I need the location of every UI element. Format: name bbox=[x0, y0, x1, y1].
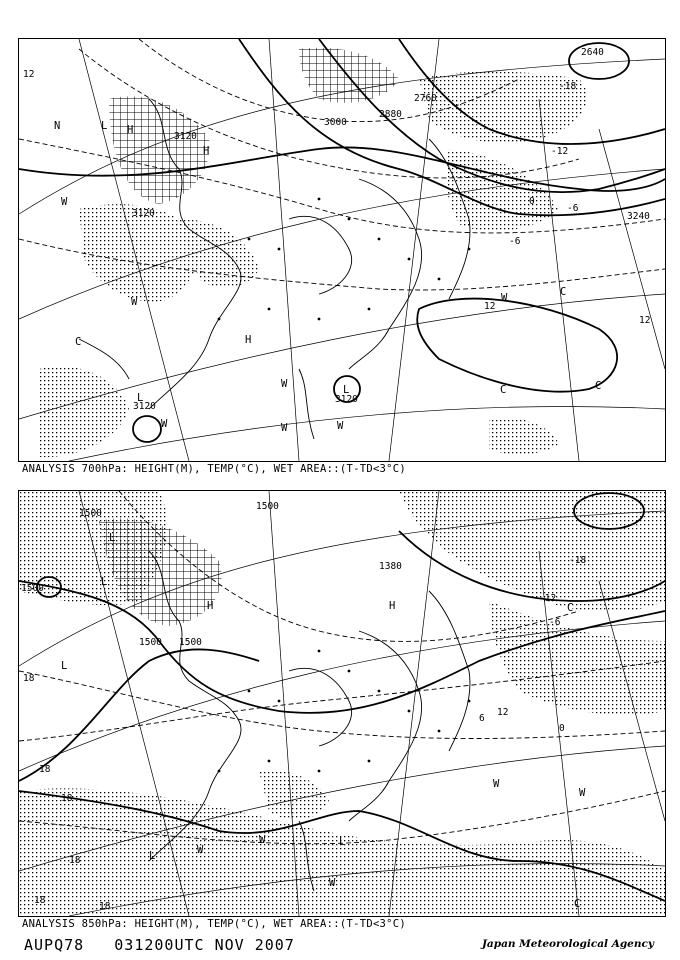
system-marker: W bbox=[501, 292, 508, 304]
chart-datetime: 031200UTC NOV 2007 bbox=[114, 936, 295, 954]
cold-hatch-850 bbox=[99, 518, 222, 626]
system-marker: L bbox=[343, 384, 350, 396]
temp-label: 12 bbox=[497, 707, 509, 718]
system-marker: H bbox=[245, 334, 252, 346]
system-marker: C bbox=[595, 380, 602, 392]
temp-label: 12 bbox=[23, 69, 35, 80]
system-marker: L bbox=[109, 532, 116, 544]
system-marker: W bbox=[281, 378, 288, 390]
system-marker: W bbox=[579, 787, 586, 799]
map-700hpa-canvas bbox=[19, 39, 665, 461]
system-marker: W bbox=[61, 196, 68, 208]
temp-label: 18 bbox=[39, 764, 51, 775]
temp-label: 0 bbox=[559, 723, 565, 734]
system-marker: L bbox=[339, 836, 346, 848]
height-label: 3240 bbox=[627, 211, 650, 222]
map-850hpa-canvas bbox=[19, 491, 665, 916]
map-panel-700hpa bbox=[18, 38, 666, 462]
temp-label: 0 bbox=[529, 196, 535, 207]
temp-label: 18 bbox=[34, 895, 46, 906]
caption-850hpa: ANALYSIS 850hPa: HEIGHT(M), TEMP(°C), WET AREA::(T-TD<3°C) bbox=[22, 918, 407, 930]
system-marker: N bbox=[54, 120, 61, 132]
system-marker: W bbox=[131, 296, 138, 308]
temp-label: -12 bbox=[539, 593, 557, 604]
system-marker: W bbox=[493, 778, 500, 790]
map-panel-850hpa bbox=[18, 490, 666, 917]
temp-label: 12 bbox=[484, 301, 496, 312]
temp-label: 6 bbox=[479, 713, 485, 724]
height-label: 2640 bbox=[581, 47, 604, 58]
height-label: 1500 bbox=[21, 583, 44, 594]
temp-label: 12 bbox=[639, 315, 651, 326]
system-marker: H bbox=[127, 124, 134, 136]
system-marker: C bbox=[500, 384, 507, 396]
height-label: 3000 bbox=[324, 117, 347, 128]
caption-700hpa: ANALYSIS 700hPa: HEIGHT(M), TEMP(°C), WET AREA::(T-TD<3°C) bbox=[22, 463, 407, 475]
temp-label: 18 bbox=[69, 855, 81, 866]
agency-credit: Japan Meteorological Agency bbox=[481, 938, 654, 950]
system-marker: C bbox=[560, 286, 567, 298]
system-marker: H bbox=[207, 600, 214, 612]
system-marker: L bbox=[101, 120, 108, 132]
chart-id-line bbox=[24, 936, 295, 954]
system-marker: C bbox=[574, 898, 581, 910]
system-marker: W bbox=[197, 844, 204, 856]
system-marker: W bbox=[329, 877, 336, 889]
height-label: 1500 bbox=[179, 637, 202, 648]
height-label: 2760 bbox=[414, 93, 437, 104]
system-marker: H bbox=[389, 600, 396, 612]
system-marker: H bbox=[203, 145, 210, 157]
height-label: 3120 bbox=[335, 394, 358, 405]
height-label: 2880 bbox=[379, 109, 402, 120]
height-label: 3120 bbox=[132, 208, 155, 219]
height-label: 1500 bbox=[79, 508, 102, 519]
height-label: 3120 bbox=[174, 131, 197, 142]
temp-label: -6 bbox=[549, 617, 561, 628]
temp-label: -18 bbox=[559, 81, 577, 92]
height-label: 1380 bbox=[379, 561, 402, 572]
height-label: 3120 bbox=[133, 401, 156, 412]
system-marker: L bbox=[137, 392, 144, 404]
temp-label: -12 bbox=[551, 146, 569, 157]
system-marker: L bbox=[101, 576, 108, 588]
cold-hatch-700 bbox=[109, 48, 399, 204]
system-marker: W bbox=[161, 418, 168, 430]
system-marker: C bbox=[75, 336, 82, 348]
temp-label: 18 bbox=[23, 673, 35, 684]
height-label: 1500 bbox=[256, 501, 279, 512]
temp-label: 18 bbox=[99, 901, 111, 912]
system-marker: W bbox=[337, 420, 344, 432]
temp-label: -6 bbox=[567, 203, 579, 214]
temp-label: 18 bbox=[61, 793, 73, 804]
system-marker: W bbox=[259, 834, 266, 846]
system-marker: L bbox=[149, 850, 156, 862]
height-label: 1500 bbox=[139, 637, 162, 648]
station-plots-700 bbox=[218, 198, 471, 321]
system-marker: L bbox=[61, 660, 68, 672]
temp-label: -6 bbox=[509, 236, 521, 247]
temp-label: -18 bbox=[569, 555, 587, 566]
system-marker: W bbox=[281, 422, 288, 434]
system-marker: C bbox=[567, 602, 574, 614]
chart-code: AUPQ78 bbox=[24, 936, 85, 954]
